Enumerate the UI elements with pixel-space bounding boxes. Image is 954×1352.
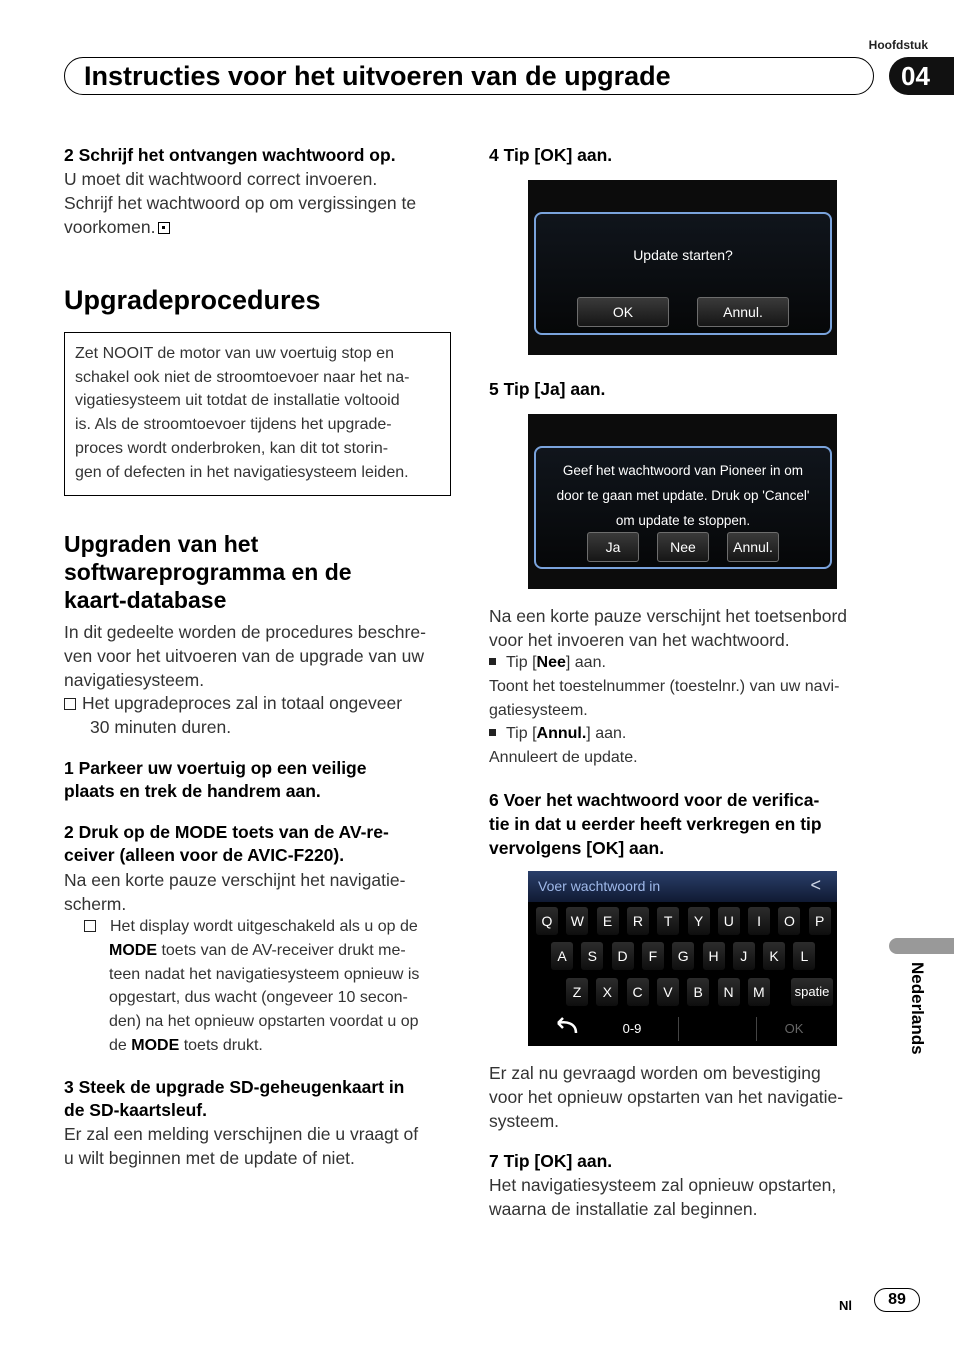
screenshot-update-dialog: [528, 180, 837, 355]
section-title: Upgradeprocedures: [64, 285, 321, 315]
key-m[interactable]: M: [748, 978, 770, 1006]
text-line: om update te stoppen.: [615, 513, 751, 528]
text-line: vervolgens [OK] aan.: [489, 838, 665, 858]
end-mark-icon: [158, 222, 170, 234]
text-line: Het display wordt uitgeschakeld als u op de: [110, 918, 418, 935]
text-part: ] aan.: [565, 654, 606, 671]
cancel-button[interactable]: Annul.: [697, 297, 789, 327]
text-line: Schrijf het wachtwoord op om vergissingen te: [64, 193, 417, 213]
dialog-message: [536, 458, 830, 533]
text-line: gatiesysteem.: [489, 701, 588, 719]
keyboard-title: Voer wachtwoord in: [538, 878, 661, 894]
key-o[interactable]: O: [778, 907, 800, 935]
ok-key[interactable]: OK: [784, 1021, 804, 1036]
text-part: ] aan.: [586, 725, 627, 743]
text-line: Na een korte pauze verschijnt het toetsenbord: [489, 606, 847, 626]
text-line: Er zal nu gevraagd worden om bevestiging: [489, 1063, 821, 1083]
page-title: Instructies voor het uitvoeren van de upgrade: [84, 61, 671, 91]
heading-line: kaart-database: [64, 587, 227, 613]
text-line: Annuleert de update.: [489, 749, 638, 767]
text-line: toets van de AV-receiver drukt me-: [161, 941, 406, 959]
yes-button[interactable]: Ja: [587, 532, 639, 562]
chapter-label: Hoofdstuk: [868, 38, 928, 52]
text-line: navigatiesysteem.: [64, 670, 205, 690]
key-c[interactable]: C: [627, 978, 649, 1006]
space-key[interactable]: spatie: [791, 978, 833, 1006]
square-bullet-icon: [489, 729, 496, 736]
text-line: toets drukt.: [183, 1036, 263, 1054]
text-part: Tip [: [506, 725, 537, 743]
return-icon[interactable]: [552, 1015, 580, 1039]
text-line: scherm.: [64, 894, 127, 914]
text-line: proces wordt onderbroken, kan dit tot storin-: [75, 439, 389, 457]
text-line: Na een korte pauze verschijnt het navigatie-: [64, 870, 406, 890]
text-line: Het upgradeproces zal in totaal ongeveer: [82, 693, 403, 713]
text-line: opgestart, dus wacht (ongeveer 10 secon-: [109, 989, 408, 1007]
after-step-5-text: [489, 604, 889, 652]
key-b[interactable]: B: [687, 978, 709, 1006]
key-d[interactable]: D: [612, 942, 634, 970]
mode-keyword: MODE: [131, 1036, 180, 1054]
key-s[interactable]: S: [581, 942, 603, 970]
step-2b-title: [64, 821, 464, 867]
text-line: tie in dat u eerder heeft verkregen en tip: [489, 814, 822, 834]
key-x[interactable]: X: [596, 978, 618, 1006]
chapter-number: 04: [889, 57, 954, 95]
language-code: Nl: [839, 1298, 852, 1313]
text-word: de: [109, 1036, 127, 1054]
text-line: ceiver (alleen voor de AVIC-F220).: [64, 845, 345, 865]
after-step-6-text: [489, 1061, 889, 1133]
language-label: Nederlands: [908, 962, 927, 1055]
key-f[interactable]: F: [642, 942, 664, 970]
side-tab: [889, 938, 954, 954]
bullet-list: [489, 651, 889, 770]
note-1: [64, 691, 464, 739]
text-line: gen of defecten in het navigatiesysteem leiden.: [75, 463, 409, 481]
annul-keyword: Annul.: [536, 725, 587, 743]
text-line: de SD-kaartsleuf.: [64, 1100, 207, 1120]
key-i[interactable]: I: [748, 907, 770, 935]
back-arrow-icon[interactable]: <: [810, 875, 821, 895]
warning-text: [75, 342, 445, 484]
text-line: In dit gedeelte worden de procedures beschre-: [64, 622, 426, 642]
text-line: is. Als de stroomtoevoer tijdens het upgrade-: [75, 416, 392, 434]
key-p[interactable]: P: [809, 907, 831, 935]
key-v[interactable]: V: [657, 978, 679, 1006]
key-g[interactable]: G: [672, 942, 694, 970]
text-line: 3 Steek de upgrade SD-geheugenkaart in: [64, 1077, 405, 1097]
text-line: schakel ook niet de stroomtoevoer naar het na-: [75, 368, 410, 386]
key-h[interactable]: H: [703, 942, 725, 970]
text-line: vigatiesysteem uit totdat de installatie voltooid: [75, 392, 400, 410]
step-3-text: [64, 1122, 464, 1170]
text-line: u wilt beginnen met de update of niet.: [64, 1148, 355, 1168]
keyboard-header: [528, 871, 837, 902]
intro-text: [64, 620, 464, 692]
text-line: door te gaan met update. Druk op 'Cancel': [556, 488, 810, 503]
step-2-text: [64, 167, 464, 239]
step-1-title: [64, 757, 464, 803]
key-k[interactable]: K: [763, 942, 785, 970]
text-line: Er zal een melding verschijnen die u vraagt of: [64, 1124, 419, 1144]
text-line: den) na het opnieuw opstarten voordat u op: [109, 1013, 419, 1031]
text-line: 30 minuten duren.: [90, 717, 232, 737]
key-n[interactable]: N: [718, 978, 740, 1006]
note-2: [84, 915, 464, 1058]
text-line: Toont het toestelnummer (toestelnr.) van uw navi-: [489, 677, 840, 695]
divider: [756, 1017, 757, 1041]
text-line: ven voor het uitvoeren van de upgrade van uw: [64, 646, 424, 666]
page-number: 89: [874, 1288, 920, 1312]
text-line: Het navigatiesysteem zal opnieuw opstarten,: [489, 1175, 837, 1195]
divider: [678, 1017, 679, 1041]
no-button[interactable]: Nee: [657, 532, 709, 562]
text-line: waarna de installatie zal beginnen.: [489, 1199, 758, 1219]
screenshot-keyboard: [528, 871, 837, 1046]
key-t[interactable]: T: [657, 907, 679, 935]
key-l[interactable]: L: [793, 942, 815, 970]
update-dialog: [534, 212, 832, 335]
step-4-title: 4 Tip [OK] aan.: [489, 145, 613, 165]
key-e[interactable]: E: [597, 907, 619, 935]
step-2b-text: [64, 868, 464, 916]
text-line: Geef het wachtwoord van Pioneer in om: [562, 463, 804, 478]
numbers-key[interactable]: 0-9: [622, 1021, 642, 1036]
text-line: U moet dit wachtwoord correct invoeren.: [64, 169, 378, 189]
text-line: voorkomen.: [64, 217, 156, 237]
text-part: Tip [: [506, 654, 537, 671]
key-y[interactable]: Y: [688, 907, 710, 935]
text-line: voor het opnieuw opstarten van het navigatie-: [489, 1087, 844, 1107]
password-dialog: [534, 446, 832, 569]
text-line: systeem.: [489, 1111, 560, 1131]
heading-line: softwareprogramma en de: [64, 559, 352, 585]
key-z[interactable]: Z: [566, 978, 588, 1006]
step-2-title: 2 Schrijf het ontvangen wachtwoord op.: [64, 145, 396, 165]
key-u[interactable]: U: [718, 907, 740, 935]
mode-keyword: MODE: [109, 941, 157, 959]
nee-keyword: Nee: [536, 654, 566, 671]
dialog-message: Update starten?: [633, 247, 733, 263]
step-3-title: [64, 1076, 464, 1122]
step-7-text: [489, 1173, 889, 1221]
checkbox-bullet-icon: [84, 920, 96, 932]
heading-line: Upgraden van het: [64, 531, 259, 557]
checkbox-bullet-icon: [64, 698, 76, 710]
text-line: voor het invoeren van het wachtwoord.: [489, 630, 790, 650]
cancel-button[interactable]: Annul.: [727, 532, 779, 562]
square-bullet-icon: [489, 658, 496, 665]
text-line: teen nadat het navigatiesysteem opnieuw is: [109, 965, 420, 983]
key-r[interactable]: R: [627, 907, 649, 935]
text-line: 6 Voer het wachtwoord voor de verifica-: [489, 790, 820, 810]
step-5-title: 5 Tip [Ja] aan.: [489, 379, 606, 399]
text-line: 1 Parkeer uw voertuig op een veilige: [64, 758, 367, 778]
step-6-title: [489, 788, 889, 860]
text-line: 2 Druk op de MODE toets van de AV-re-: [64, 822, 389, 842]
key-q[interactable]: Q: [536, 907, 558, 935]
ok-button[interactable]: OK: [577, 297, 669, 327]
step-7-title: 7 Tip [OK] aan.: [489, 1151, 613, 1171]
screenshot-password-dialog: [528, 414, 837, 589]
subsection-title: [64, 530, 352, 614]
text-line: plaats en trek de handrem aan.: [64, 781, 321, 801]
key-j[interactable]: J: [733, 942, 755, 970]
key-a[interactable]: A: [551, 942, 573, 970]
text-line: Zet NOOIT de motor van uw voertuig stop en: [75, 345, 394, 362]
key-w[interactable]: W: [566, 907, 588, 935]
